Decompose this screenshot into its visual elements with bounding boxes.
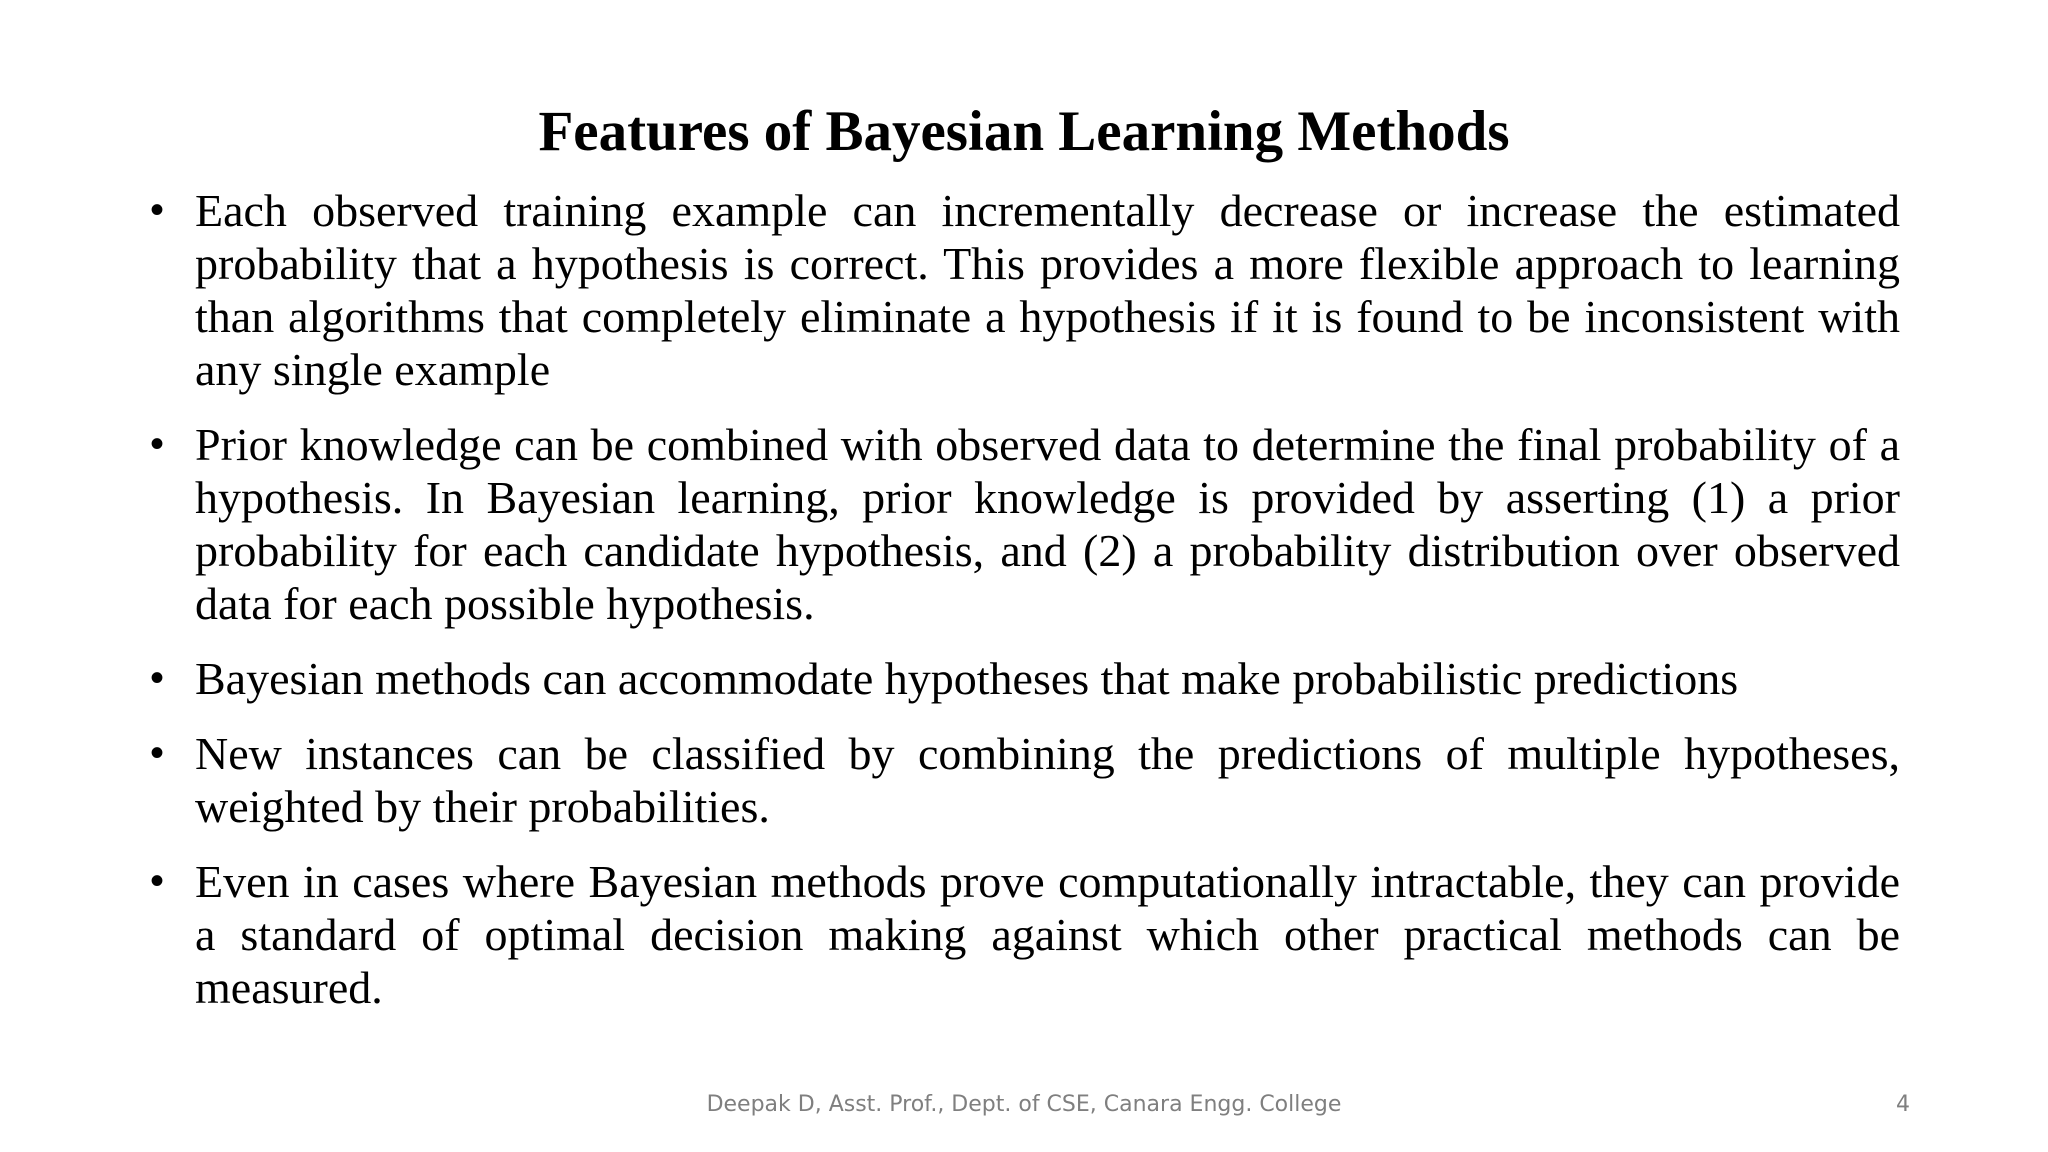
bullet-text: Prior knowledge can be combined with observed data to determine the final probability of a hypothesis. In Bayesian learning, prior knowledge is provided by asserting (1) a prior probability for each candidate hypothesis, and (2) a probability distribution over observed data for each possible hypothesis. <box>195 419 1900 629</box>
bullet-text: Even in cases where Bayesian methods prove computationally intractable, they can provide a standard of optimal decision making against which other practical methods can be measured. <box>195 856 1900 1013</box>
bullet-item <box>150 184 1900 396</box>
page-number: 4 <box>1896 1092 1910 1117</box>
slide-footer: Deepak D, Asst. Prof., Dept. of CSE, Canara Engg. College <box>706 1092 1342 1117</box>
bullet-list <box>150 184 1900 1036</box>
bullet-item <box>150 418 1900 630</box>
bullet-item <box>150 652 1900 705</box>
bullet-item <box>150 727 1900 833</box>
bullet-marker: • <box>150 656 165 700</box>
bullet-item <box>150 855 1900 1014</box>
bullet-text: Bayesian methods can accommodate hypotheses that make probabilistic predictions <box>195 653 1739 704</box>
slide-title: Features of Bayesian Learning Methods <box>538 100 1510 163</box>
bullet-marker: • <box>150 859 165 903</box>
bullet-text: Each observed training example can incrementally decrease or increase the estimated probability that a hypothesis is correct. This provides a more flexible approach to learning than algorithms that completely eliminate a hypothesis if it is found to be inconsistent with any single example <box>195 185 1900 395</box>
bullet-marker: • <box>150 188 165 232</box>
bullet-marker: • <box>150 422 165 466</box>
bullet-marker: • <box>150 731 165 775</box>
bullet-text: New instances can be classified by combining the predictions of multiple hypotheses, weighted by their probabilities. <box>195 728 1900 832</box>
